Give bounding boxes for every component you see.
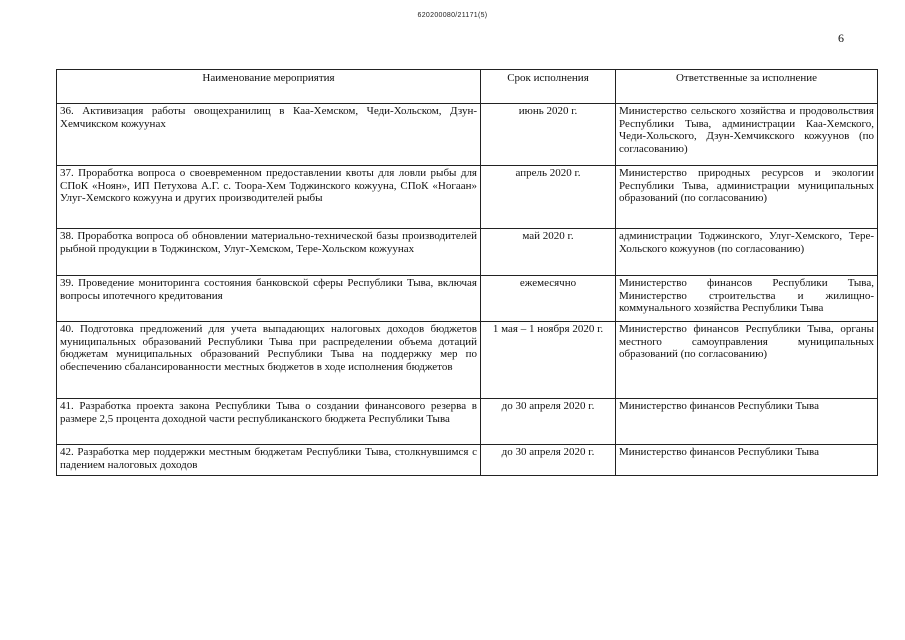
term-cell: апрель 2020 г. <box>481 166 616 229</box>
term-cell: июнь 2020 г. <box>481 104 616 166</box>
table-row <box>57 229 878 276</box>
table-row <box>57 104 878 166</box>
term-cell: май 2020 г. <box>481 229 616 276</box>
table-row <box>57 276 878 322</box>
term-cell: до 30 апреля 2020 г. <box>481 399 616 445</box>
measure-name-cell: 41. Разработка проекта закона Республики Тыва о создании финансового резерва в размере 2,5 процента доходной части республиканского бюджета Республики Тыва <box>57 399 481 445</box>
header-measure-name: Наименование мероприятия <box>57 70 481 104</box>
responsible-cell: Министерство сельского хозяйства и продовольствия Республики Тыва, администрации Каа-Хемского, Чеди-Хольского, Дзун-Хемчикского кожуунов (по согласованию) <box>616 104 878 166</box>
measure-name-cell: 39. Проведение мониторинга состояния банковской сферы Республики Тыва, включая вопросы ипотечного кредитования <box>57 276 481 322</box>
measure-name-cell: 37. Проработка вопроса о своевременном предоставлении квоты для ловли рыбы для СПоК «Ноян», ИП Петухова А.Г. с. Тоора-Хем Тоджинского кожууна, СПоК «Ногаан» Улуг-Хемского кожууна и других производителей рыбы <box>57 166 481 229</box>
measure-name-cell: 40. Подготовка предложений для учета выпадающих налоговых доходов бюджетов муниципальных образований Республики Тыва при распределении объема дотаций бюджетам муниципальных образований Республики Тыва на поддержку мер по обеспечению сбалансированности местных бюджетов в ходе исполнения бюджетов <box>57 322 481 399</box>
term-cell: до 30 апреля 2020 г. <box>481 445 616 476</box>
responsible-cell: Министерство финансов Республики Тыва, органы местного самоуправления муниципальных образований (по согласованию) <box>616 322 878 399</box>
responsible-cell: Министерство финансов Республики Тыва, Министерство строительства и жилищно-коммунального хозяйства Республики Тыва <box>616 276 878 322</box>
table-row <box>57 399 878 445</box>
measure-name-cell: 38. Проработка вопроса об обновлении материально-технической базы производителей рыбной продукции в Тоджинском, Улуг-Хемском, Тере-Хольском кожуунах <box>57 229 481 276</box>
table-row <box>57 445 878 476</box>
document-code: 620200080/21171(5) <box>417 12 488 19</box>
page-number: 6 <box>838 31 844 45</box>
table-header-row <box>57 70 878 104</box>
measures-table <box>56 69 878 476</box>
table-row <box>57 166 878 229</box>
table-row <box>57 322 878 399</box>
measure-name-cell: 36. Активизация работы овощехранилищ в Каа-Хемском, Чеди-Хольском, Дзун-Хемчикском кожуунах <box>57 104 481 166</box>
responsible-cell: Министерство финансов Республики Тыва <box>616 399 878 445</box>
header-term: Срок исполнения <box>481 70 616 104</box>
header-responsible: Ответственные за исполнение <box>616 70 878 104</box>
responsible-cell: Министерство природных ресурсов и экологии Республики Тыва, администрации муниципальных образований (по согласованию) <box>616 166 878 229</box>
measure-name-cell: 42. Разработка мер поддержки местным бюджетам Республики Тыва, столкнувшимся с падением налоговых доходов <box>57 445 481 476</box>
term-cell: 1 мая – 1 ноября 2020 г. <box>481 322 616 399</box>
responsible-cell: администрации Тоджинского, Улуг-Хемского, Тере-Хольского кожуунов (по согласованию) <box>616 229 878 276</box>
responsible-cell: Министерство финансов Республики Тыва <box>616 445 878 476</box>
term-cell: ежемесячно <box>481 276 616 322</box>
